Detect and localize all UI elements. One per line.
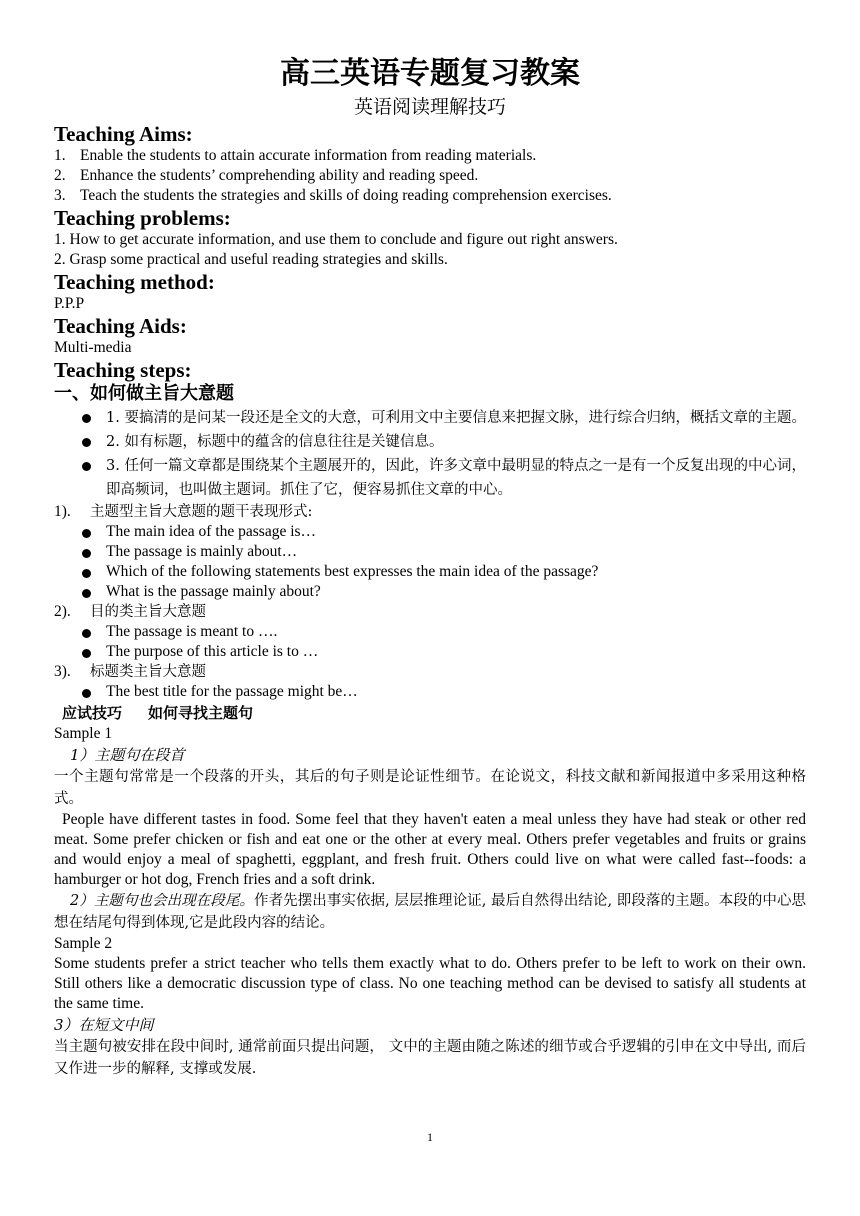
aids-text: Multi-media — [54, 339, 132, 356]
list-item — [54, 622, 806, 642]
list-item — [54, 522, 806, 542]
bullet-icon — [82, 529, 91, 538]
list-item-text: 1. 要搞清的是问某一段还是全文的大意，可利用文中主要信息来把握文脉，进行综合归纳，概括文章的主题。 — [106, 410, 806, 426]
case-heading: 1）主题句在段首 — [70, 746, 185, 764]
aim-item — [54, 146, 806, 166]
bullet-icon — [82, 414, 91, 423]
bullet-icon — [82, 438, 91, 447]
case-paragraph — [54, 890, 806, 934]
sample-label: Sample 2 — [54, 935, 113, 952]
list-item-text: The purpose of this article is to … — [106, 643, 319, 660]
question-type-label — [54, 662, 806, 682]
page-number: 1 — [427, 1130, 433, 1144]
question-type-label — [54, 602, 806, 622]
list-item — [54, 430, 806, 454]
aim-number: 1. — [54, 147, 66, 164]
method-text: P.P.P — [54, 295, 85, 312]
sample-label: Sample 1 — [54, 725, 113, 742]
page-subtitle: 英语阅读理解技巧 — [353, 96, 506, 118]
list-item — [54, 542, 806, 562]
bullet-icon — [82, 462, 91, 471]
list-item-text: The passage is meant to …. — [106, 623, 278, 640]
aids-heading: Teaching Aids: — [54, 314, 187, 338]
aim-number: 3. — [54, 187, 66, 204]
sample-passage: People have different tastes in food. Some feel that they haven't eaten a meal unless they have had steak or other red meat. Some prefer chicken or fish and eat one or the other at every meal. Others prefer vegetables and fruits or grains and would enjoy a meal of spaghetti, eggplant, and fresh fruit. Others could live on what were called fast--foods: a hamburger or hot dog, French fries and a soft drink. — [54, 811, 806, 888]
question-type-text: 标题类主旨大意题 — [90, 664, 206, 680]
case-description: 作者先摆出事实依据, 层层推理论证, 最后自然得出结论, 即段落的主题。本段的中心思想在结尾句得到体现,它是此段内容的结论。 — [54, 893, 806, 931]
bullet-icon — [82, 689, 91, 698]
case-heading: 2）主题句也会出现在段尾。 — [70, 893, 255, 909]
aim-text: Enable the students to attain accurate information from reading materials. — [80, 147, 537, 164]
tips-topic: 如何寻找主题句 — [148, 704, 254, 722]
aim-number: 2. — [54, 167, 66, 184]
bullet-icon — [82, 649, 91, 658]
question-type-number: 1). — [54, 503, 71, 520]
aim-item — [54, 186, 806, 206]
problem-item: 2. Grasp some practical and useful reading strategies and skills. — [54, 251, 448, 268]
list-item — [54, 454, 806, 502]
case-heading: 3）在短文中间 — [54, 1016, 154, 1034]
bullet-icon — [82, 569, 91, 578]
method-heading: Teaching method: — [54, 270, 215, 294]
question-type-number: 3). — [54, 663, 71, 680]
bullet-icon — [82, 549, 91, 558]
problems-heading: Teaching problems: — [54, 206, 231, 230]
aim-text: Teach the students the strategies and skills of doing reading comprehension exercises. — [80, 187, 612, 204]
question-type-label — [54, 502, 806, 522]
list-item — [54, 682, 806, 702]
list-item-text: What is the passage mainly about? — [106, 583, 321, 600]
list-item — [54, 642, 806, 662]
question-type-text: 主题型主旨大意题的题干表现形式: — [90, 504, 313, 520]
list-item-text: The best title for the passage might be… — [106, 683, 358, 700]
list-item-text: 3. 任何一篇文章都是围绕某个主题展开的，因此，许多文章中最明显的特点之一是有一个反复出现的中心词，即高频词，也叫做主题词。抓住了它，便容易抓住文章的中心。 — [106, 458, 806, 498]
aim-item — [54, 166, 806, 186]
question-type-number: 2). — [54, 603, 71, 620]
page-title: 高三英语专题复习教案 — [280, 56, 580, 91]
case-description: 一个主题句常常是一个段落的开头，其后的句子则是论证性细节。在论说文，科技文献和新闻报道中多采用这种格式。 — [54, 769, 806, 807]
bullet-icon — [82, 629, 91, 638]
section-heading: 一、如何做主旨大意题 — [54, 383, 234, 404]
bullet-icon — [82, 589, 91, 598]
problem-item: 1. How to get accurate information, and use them to conclude and figure out right answers. — [54, 231, 618, 248]
list-item-text: The passage is mainly about… — [106, 543, 298, 560]
list-item-text: Which of the following statements best expresses the main idea of the passage? — [106, 563, 599, 580]
steps-heading: Teaching steps: — [54, 358, 192, 382]
aim-text: Enhance the students’ comprehending ability and reading speed. — [80, 167, 479, 184]
sample-passage: Some students prefer a strict teacher who tells them exactly what to do. Others prefer to be left to work on their own. Still others like a democratic discussion type of class. No one teaching method can be devised to satisfy all students at the same time. — [54, 955, 806, 1012]
list-item-text: The main idea of the passage is… — [106, 523, 317, 540]
question-type-text: 目的类主旨大意题 — [90, 604, 206, 620]
tips-label: 应试技巧 — [62, 704, 123, 722]
aims-heading: Teaching Aims: — [54, 122, 193, 146]
case-description: 当主题句被安排在段中间时, 通常前面只提出问题， 文中的主题由随之陈述的细节或合乎逻辑的引申在文中导出, 而后又作进一步的解释, 支撑或发展. — [54, 1039, 806, 1077]
tips-heading — [62, 702, 806, 724]
list-item — [54, 582, 806, 602]
list-item-text: 2. 如有标题，标题中的蕴含的信息往往是关键信息。 — [106, 434, 444, 450]
list-item — [54, 562, 806, 582]
list-item — [54, 406, 806, 430]
